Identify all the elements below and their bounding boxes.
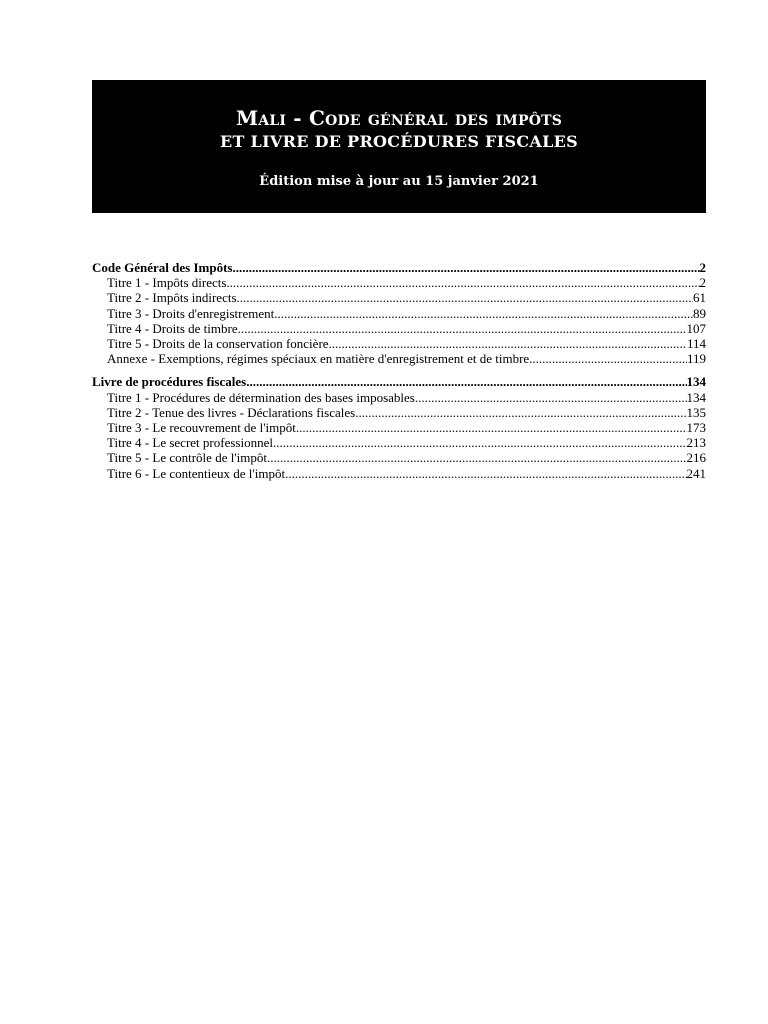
dot-leader	[355, 405, 686, 420]
dot-leader	[329, 336, 687, 351]
toc-entry-label: Titre 5 - Droits de la conservation foncière	[107, 336, 329, 352]
toc-entry-label: Annexe - Exemptions, régimes spéciaux en matière d'enregistrement et de timbre	[107, 351, 530, 367]
toc-entry-page: 213	[686, 435, 706, 451]
toc-section-livre-procedures	[92, 374, 706, 480]
dot-leader	[415, 390, 687, 405]
toc-entry-page: 61	[693, 290, 706, 306]
toc-entry-label: Titre 2 - Tenue des livres - Déclarations fiscales	[107, 404, 356, 420]
toc-entry[interactable]	[92, 420, 706, 435]
edition-note: Édition mise à jour au 15 janvier 2021	[259, 174, 539, 189]
toc-entry[interactable]	[92, 435, 706, 450]
toc-entry-page: 2	[699, 260, 706, 275]
toc-entry-page: 134	[686, 389, 706, 405]
toc-entry-page: 2	[699, 275, 706, 291]
dot-leader	[232, 260, 699, 275]
toc-entry[interactable]	[92, 321, 706, 336]
toc-entry-page: 134	[686, 374, 706, 390]
toc-entry-label: Livre de procédures fiscales	[92, 374, 247, 390]
dot-leader	[273, 435, 687, 450]
dot-leader	[237, 290, 693, 305]
toc-entry-label: Titre 5 - Le contrôle de l'impôt	[107, 450, 267, 466]
toc-entry[interactable]	[92, 390, 706, 405]
toc-entry-label: Titre 2 - Impôts indirects	[107, 290, 237, 306]
dot-leader	[274, 306, 693, 321]
toc-entry-label: Titre 3 - Le recouvrement de l'impôt	[107, 420, 296, 436]
toc-entry-page: 114	[686, 336, 706, 352]
table-of-contents	[92, 260, 706, 489]
toc-entry-page: 241	[686, 465, 706, 481]
dot-leader	[238, 321, 687, 336]
dot-leader	[226, 275, 699, 290]
toc-entry-page: 173	[686, 420, 706, 436]
toc-entry[interactable]	[92, 466, 706, 481]
toc-entry[interactable]	[92, 450, 706, 465]
toc-entry-label: Titre 1 - Procédures de détermination des bases imposables	[107, 389, 415, 405]
toc-entry-livre-procedures[interactable]	[92, 374, 706, 389]
toc-entry[interactable]	[92, 336, 706, 351]
toc-entry-label: Titre 4 - Droits de timbre	[107, 320, 238, 336]
dot-leader	[285, 466, 686, 481]
toc-entry-label: Titre 3 - Droits d'enregistrement	[107, 305, 275, 321]
toc-entry-page: 135	[686, 404, 706, 420]
toc-entry[interactable]	[92, 405, 706, 420]
toc-entry[interactable]	[92, 306, 706, 321]
toc-entry-label: Titre 4 - Le secret professionnel	[107, 435, 273, 451]
toc-entry-code-general[interactable]	[92, 260, 706, 275]
toc-entry-label: Code Général des Impôts	[92, 260, 233, 275]
toc-entry[interactable]	[92, 290, 706, 305]
toc-entry[interactable]	[92, 275, 706, 290]
dot-leader	[246, 374, 686, 389]
document-subtitle: ET LIVRE DE PROCÉDURES FISCALES	[219, 132, 578, 151]
dot-leader	[267, 450, 687, 465]
toc-entry-page: 119	[686, 351, 706, 367]
toc-section-code-general	[92, 260, 706, 366]
toc-entry-label: Titre 6 - Le contentieux de l'impôt	[107, 465, 286, 481]
toc-entry[interactable]	[92, 351, 706, 366]
dot-leader	[529, 351, 687, 366]
toc-entry-label: Titre 1 - Impôts directs	[107, 275, 227, 291]
toc-entry-page: 216	[686, 450, 706, 466]
document-title: Mali - Code général des impôts	[235, 106, 563, 130]
toc-entry-page: 107	[686, 320, 706, 336]
title-banner	[92, 80, 706, 213]
toc-entry-page: 89	[693, 305, 706, 321]
dot-leader	[296, 420, 687, 435]
